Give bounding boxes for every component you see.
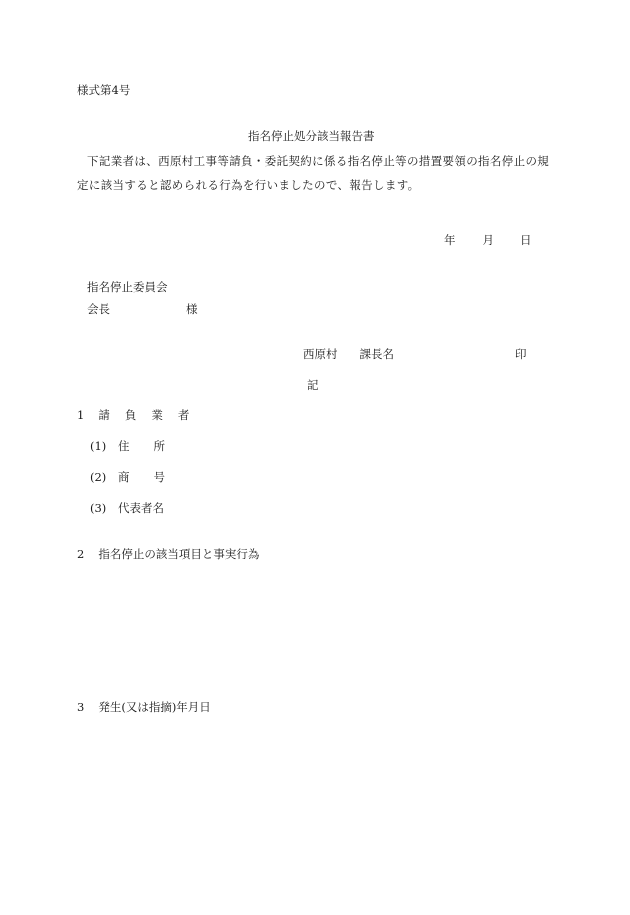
item-1-label: 請負業者 xyxy=(98,408,205,422)
document-title: 指名停止処分該当報告書 xyxy=(248,129,375,143)
addressee-committee: 指名停止委員会 xyxy=(87,280,168,294)
intro-text-line-1: 下記業者は、西原村工事等請負・委託契約に係る指名停止等の措置要領の指名停止の規 xyxy=(87,154,550,168)
issuer-line xyxy=(303,347,527,361)
addressee-chair-line xyxy=(87,304,198,316)
subitem-trade-name xyxy=(90,472,189,484)
subitem-representative xyxy=(90,503,164,515)
issuer-village: 西原村 xyxy=(303,347,338,361)
date-line xyxy=(444,235,532,247)
item-1-number: 1 xyxy=(77,408,85,422)
date-month-label: 月 xyxy=(482,233,494,247)
item-2-violation-facts xyxy=(77,549,259,561)
record-heading: 記 xyxy=(307,378,319,392)
addressee-honorific: 様 xyxy=(186,302,198,316)
intro-text-line-2: 定に該当すると認められる行為を行いましたので、報告します。 xyxy=(77,178,420,192)
date-year-label: 年 xyxy=(444,233,456,247)
addressee-chair: 会長 xyxy=(87,302,110,316)
item-2-label: 指名停止の該当項目と事実行為 xyxy=(98,547,260,561)
item-3-label: 発生(又は指摘)年月日 xyxy=(98,700,211,714)
subitem-trade-name-label: 商号 xyxy=(118,470,189,484)
item-3-occurrence-date xyxy=(77,702,211,714)
subitem-address xyxy=(90,441,189,453)
subitem-representative-label: 代表者名 xyxy=(118,501,164,515)
subitem-address-label: 住所 xyxy=(118,439,189,453)
item-2-number: 2 xyxy=(77,547,85,561)
issuer-department: 課長名 xyxy=(359,347,394,361)
subitem-representative-number: (3) xyxy=(90,501,107,515)
form-number: 様式第4号 xyxy=(77,83,131,97)
subitem-address-number: (1) xyxy=(90,439,107,453)
date-day-label: 日 xyxy=(520,233,532,247)
item-1-contractor xyxy=(77,410,204,422)
item-3-number: 3 xyxy=(77,700,85,714)
subitem-trade-name-number: (2) xyxy=(90,470,107,484)
seal-mark: 印 xyxy=(515,347,527,361)
